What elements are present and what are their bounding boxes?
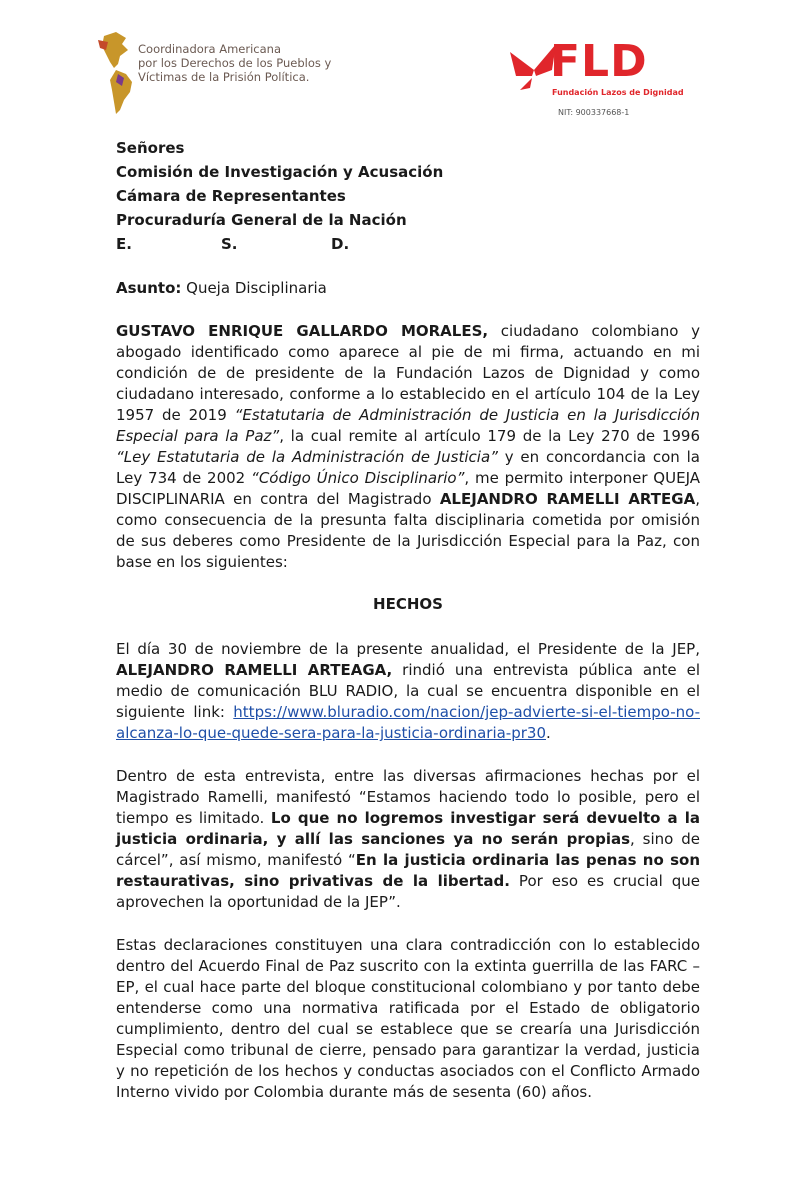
text-run: , sino de cárcel”, así mismo, manifestó “ <box>116 830 700 869</box>
text-run: , la cual remite al artículo 179 de la Ley 270 de 1996 <box>279 427 700 445</box>
addressee-line: Procuraduría General de la Nación <box>116 211 407 229</box>
fld-wordmark: FLD <box>550 36 648 87</box>
quote-bold: En la justicia ordinaria las penas no son restaurativas, sino privativas de la libertad. <box>116 851 700 890</box>
section-heading: HECHOS <box>373 595 443 613</box>
left-logo-line: por los Derechos de los Pueblos y <box>138 56 332 70</box>
esd-d: D. <box>331 235 350 253</box>
fld-logo <box>506 36 706 120</box>
addressee-line: Cámara de Representantes <box>116 187 346 205</box>
subject-line <box>116 278 700 299</box>
text-run: , me permito interponer QUEJA DISCIPLINARIA en contra del Magistrado <box>116 469 700 508</box>
americas-map-icon <box>96 30 144 116</box>
letterhead <box>0 0 810 130</box>
left-logo-line: Coordinadora Americana <box>138 42 281 56</box>
facts-paragraph-1 <box>116 639 700 744</box>
fld-subtitle: Fundación Lazos de Dignidad <box>552 88 684 97</box>
complainant-name: GUSTAVO ENRIQUE GALLARDO MORALES, <box>116 322 489 340</box>
bluradio-link[interactable]: https://www.bluradio.com/nacion/jep-advierte-si-el-tiempo-no-alcanza-lo-que-quede-sera-para-la-justicia-ordinaria-pr30 <box>116 703 700 742</box>
text-run: . <box>546 724 551 742</box>
facts-paragraph-2 <box>116 766 700 913</box>
esd-line <box>116 232 700 256</box>
left-logo-line: Víctimas de la Prisión Política. <box>138 70 310 84</box>
text-run: Por eso es crucial que aprovechen la oportunidad de la JEP”. <box>116 872 700 911</box>
coordinadora-logo <box>96 30 356 120</box>
text-run: , como consecuencia de la presunta falta disciplinaria cometida por omisión de sus deberes como Presidente de la Jurisdicción Especial para la Paz, con base en los siguientes: <box>116 490 700 571</box>
addressee-line: Señores <box>116 139 185 157</box>
fld-nit: NIT: 900337668-1 <box>558 108 630 117</box>
intro-paragraph <box>116 321 700 573</box>
subject-label: Asunto: <box>116 279 182 297</box>
quote-bold: Lo que no logremos investigar será devuelto a la justicia ordinaria, y allí las sanciones ya no serán propias <box>116 809 701 848</box>
text-run: El día 30 de noviembre de la presente anualidad, el Presidente de la JEP, <box>116 640 700 658</box>
addressee-block <box>116 136 700 256</box>
law-title: “Ley Estatutaria de la Administración de Justicia” <box>116 448 498 466</box>
esd-e: E. <box>116 235 132 253</box>
text-run: rindió una entrevista pública ante el medio de comunicación BLU RADIO, la cual se encuentra disponible en el siguiente link: <box>116 661 701 721</box>
text-run: ciudadano colombiano y abogado identificado como aparece al pie de mi firma, actuando en mi condición de de presidente de la Fundación Lazos de Dignidad y como ciudadano interesado, conforme a lo establecido en el artículo 104 de la Ley 1957 de 2019 <box>116 322 700 424</box>
text-run: Dentro de esta entrevista, entre las diversas afirmaciones hechas por el Magistrado Ramelli, manifestó “Estamos haciendo todo lo posible, pero el tiempo es limitado. <box>116 767 700 827</box>
magistrate-name: ALEJANDRO RAMELLI ARTEGA <box>439 490 696 508</box>
president-name: ALEJANDRO RAMELLI ARTEAGA, <box>116 661 393 679</box>
law-title: “Código Único Disciplinario” <box>251 469 465 487</box>
subject-text: Queja Disciplinaria <box>181 279 327 297</box>
esd-s: S. <box>221 235 238 253</box>
letter-body <box>116 136 700 1103</box>
facts-paragraph-3: Estas declaraciones constituyen una clara contradicción con lo establecido dentro del Acuerdo Final de Paz suscrito con la extinta guerrilla de las FARC – EP, el cual hace parte del bloque constitucional colombiano y por tanto debe entenderse como una normativa ratificada por el Estado de obligatorio cumplimiento, dentro del cual se establece que se crearía una Jurisdicción Especial como tribunal de cierre, pensado para garantizar la verdad, justicia y no repetición de los hechos y conductas asociados con el Conflicto Armado Interno vivido por Colombia durante más de sesenta (60) años. <box>116 936 700 1101</box>
addressee-line: Comisión de Investigación y Acusación <box>116 163 444 181</box>
text-run: y en concordancia con la Ley 734 de 2002 <box>116 448 700 487</box>
law-title: “Estatutaria de Administración de Justicia en la Jurisdicción Especial para la Paz” <box>116 406 700 445</box>
coordinadora-text <box>138 42 331 84</box>
